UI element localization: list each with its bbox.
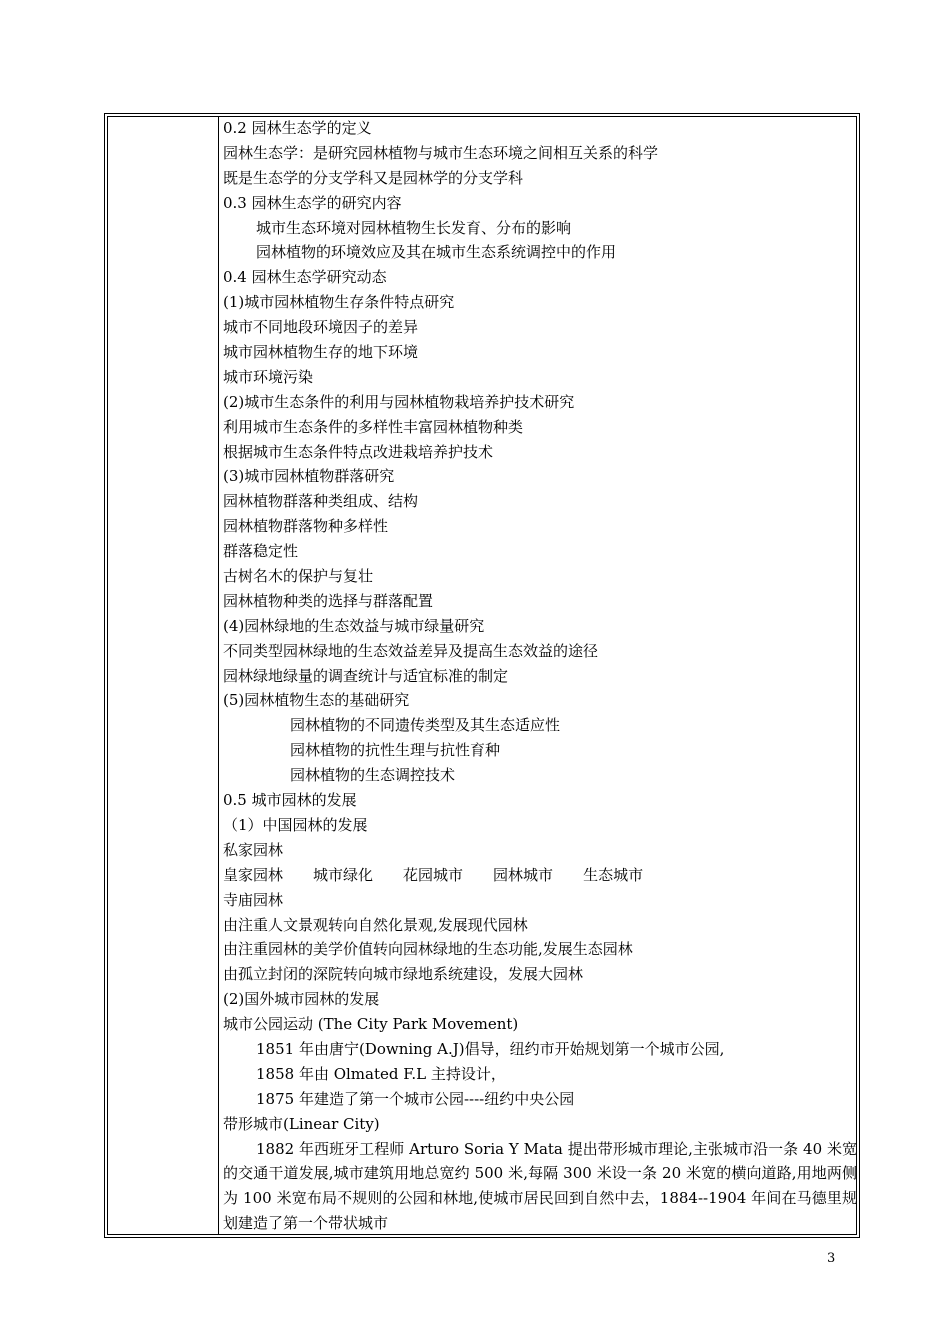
text-line: 由注重园林的美学价值转向园林绿地的生态功能,发展生态园林 <box>223 940 633 959</box>
text-line: 由孤立封闭的深院转向城市绿地系统建设，发展大园林 <box>223 965 584 984</box>
text-line: (2)城市生态条件的利用与园林植物栽培养护技术研究 <box>223 392 575 411</box>
evolution-item: 城市绿化 <box>313 865 374 884</box>
text-line: 园林植物群落种类组成、结构 <box>223 492 419 511</box>
text-line: (5)园林植物生态的基础研究 <box>223 691 410 710</box>
text-line: 园林植物群落物种多样性 <box>223 517 389 536</box>
text-line: 既是生态学的分支学科又是园林学的分支学科 <box>223 168 524 187</box>
heading-0-2: 0.2 园林生态学的定义 <box>223 119 372 137</box>
text-line: 园林植物的不同遗传类型及其生态适应性 <box>290 716 561 735</box>
garden-evolution-row <box>223 863 857 888</box>
evolution-item: 生态城市 <box>583 865 644 884</box>
text-line: 利用城市生态条件的多样性丰富园林植物种类 <box>223 417 524 436</box>
text-line: (4)园林绿地的生态效益与城市绿量研究 <box>223 616 485 635</box>
text-line: 由注重人文景观转向自然化景观,发展现代园林 <box>223 915 528 934</box>
text-line: 城市生态环境对园林植物生长发育、分布的影响 <box>256 218 572 237</box>
text-line: 1875 年建造了第一个城市公园----纽约中央公园 <box>256 1089 575 1108</box>
heading-0-4: 0.4 园林生态学研究动态 <box>223 268 387 287</box>
text-line: 园林植物的抗性生理与抗性育种 <box>290 741 501 760</box>
text-line: 寺庙园林 <box>223 890 284 909</box>
text-line: 园林植物种类的选择与群落配置 <box>223 591 434 610</box>
content-table <box>104 113 860 1238</box>
linear-city-paragraph: 1882 年西班牙工程师 Arturo Soria Y Mata 提出带形城市理论,主张城市沿一条 40 米宽的交通干道发展,城市建筑用地总宽约 500 米,每隔 300 米设一条 20 米宽的横向道路,用地两侧为 100 米宽布局不规则的公园和林地,使城市居民回到自然中去，1884--1904 年间在马德里规划建造了第一个带状城市 <box>223 1139 857 1233</box>
heading-0-5: 0.5 城市园林的发展 <box>223 791 357 810</box>
text-line: 根据城市生态条件特点改进栽培养护技术 <box>223 442 494 461</box>
evolution-item: 皇家园林 <box>223 865 284 884</box>
text-line: 带形城市(Linear City) <box>223 1114 380 1133</box>
text-line: 园林植物的生态调控技术 <box>290 766 456 785</box>
text-line: 1858 年由 Olmated F.L 主持设计， <box>256 1064 506 1083</box>
text-line: 园林绿地绿量的调查统计与适宜标准的制定 <box>223 666 509 685</box>
text-line: 园林生态学：是研究园林植物与城市生态环境之间相互关系的科学 <box>223 143 659 162</box>
text-line: (1)城市园林植物生存条件特点研究 <box>223 293 455 312</box>
text-line: 城市环境污染 <box>223 367 314 386</box>
text-line: 古树名木的保护与复壮 <box>223 567 374 586</box>
evolution-item: 花园城市 <box>403 865 464 884</box>
text-line: 不同类型园林绿地的生态效益差异及提高生态效益的途径 <box>223 641 599 660</box>
text-line: (2)国外城市园林的发展 <box>223 990 380 1009</box>
text-line: 私家园林 <box>223 840 284 859</box>
text-line: 园林植物的环境效应及其在城市生态系统调控中的作用 <box>256 243 617 262</box>
text-line: 1851 年由唐宁(Downing A.J)倡导，纽约市开始规划第一个城市公园, <box>256 1039 725 1058</box>
left-column-cell <box>108 117 219 1234</box>
text-line: 城市不同地段环境因子的差异 <box>223 318 419 337</box>
text-line: (3)城市园林植物群落研究 <box>223 467 395 486</box>
text-line: 城市园林植物生存的地下环境 <box>223 343 419 362</box>
text-line: 城市公园运动 (The City Park Movement) <box>223 1015 519 1034</box>
text-line: 群落稳定性 <box>223 542 299 561</box>
content-cell <box>223 116 857 1236</box>
heading-0-3: 0.3 园林生态学的研究内容 <box>223 193 402 212</box>
text-line: （1）中国园林的发展 <box>223 815 368 834</box>
evolution-item: 园林城市 <box>493 865 554 884</box>
page-number: 3 <box>827 1251 836 1266</box>
